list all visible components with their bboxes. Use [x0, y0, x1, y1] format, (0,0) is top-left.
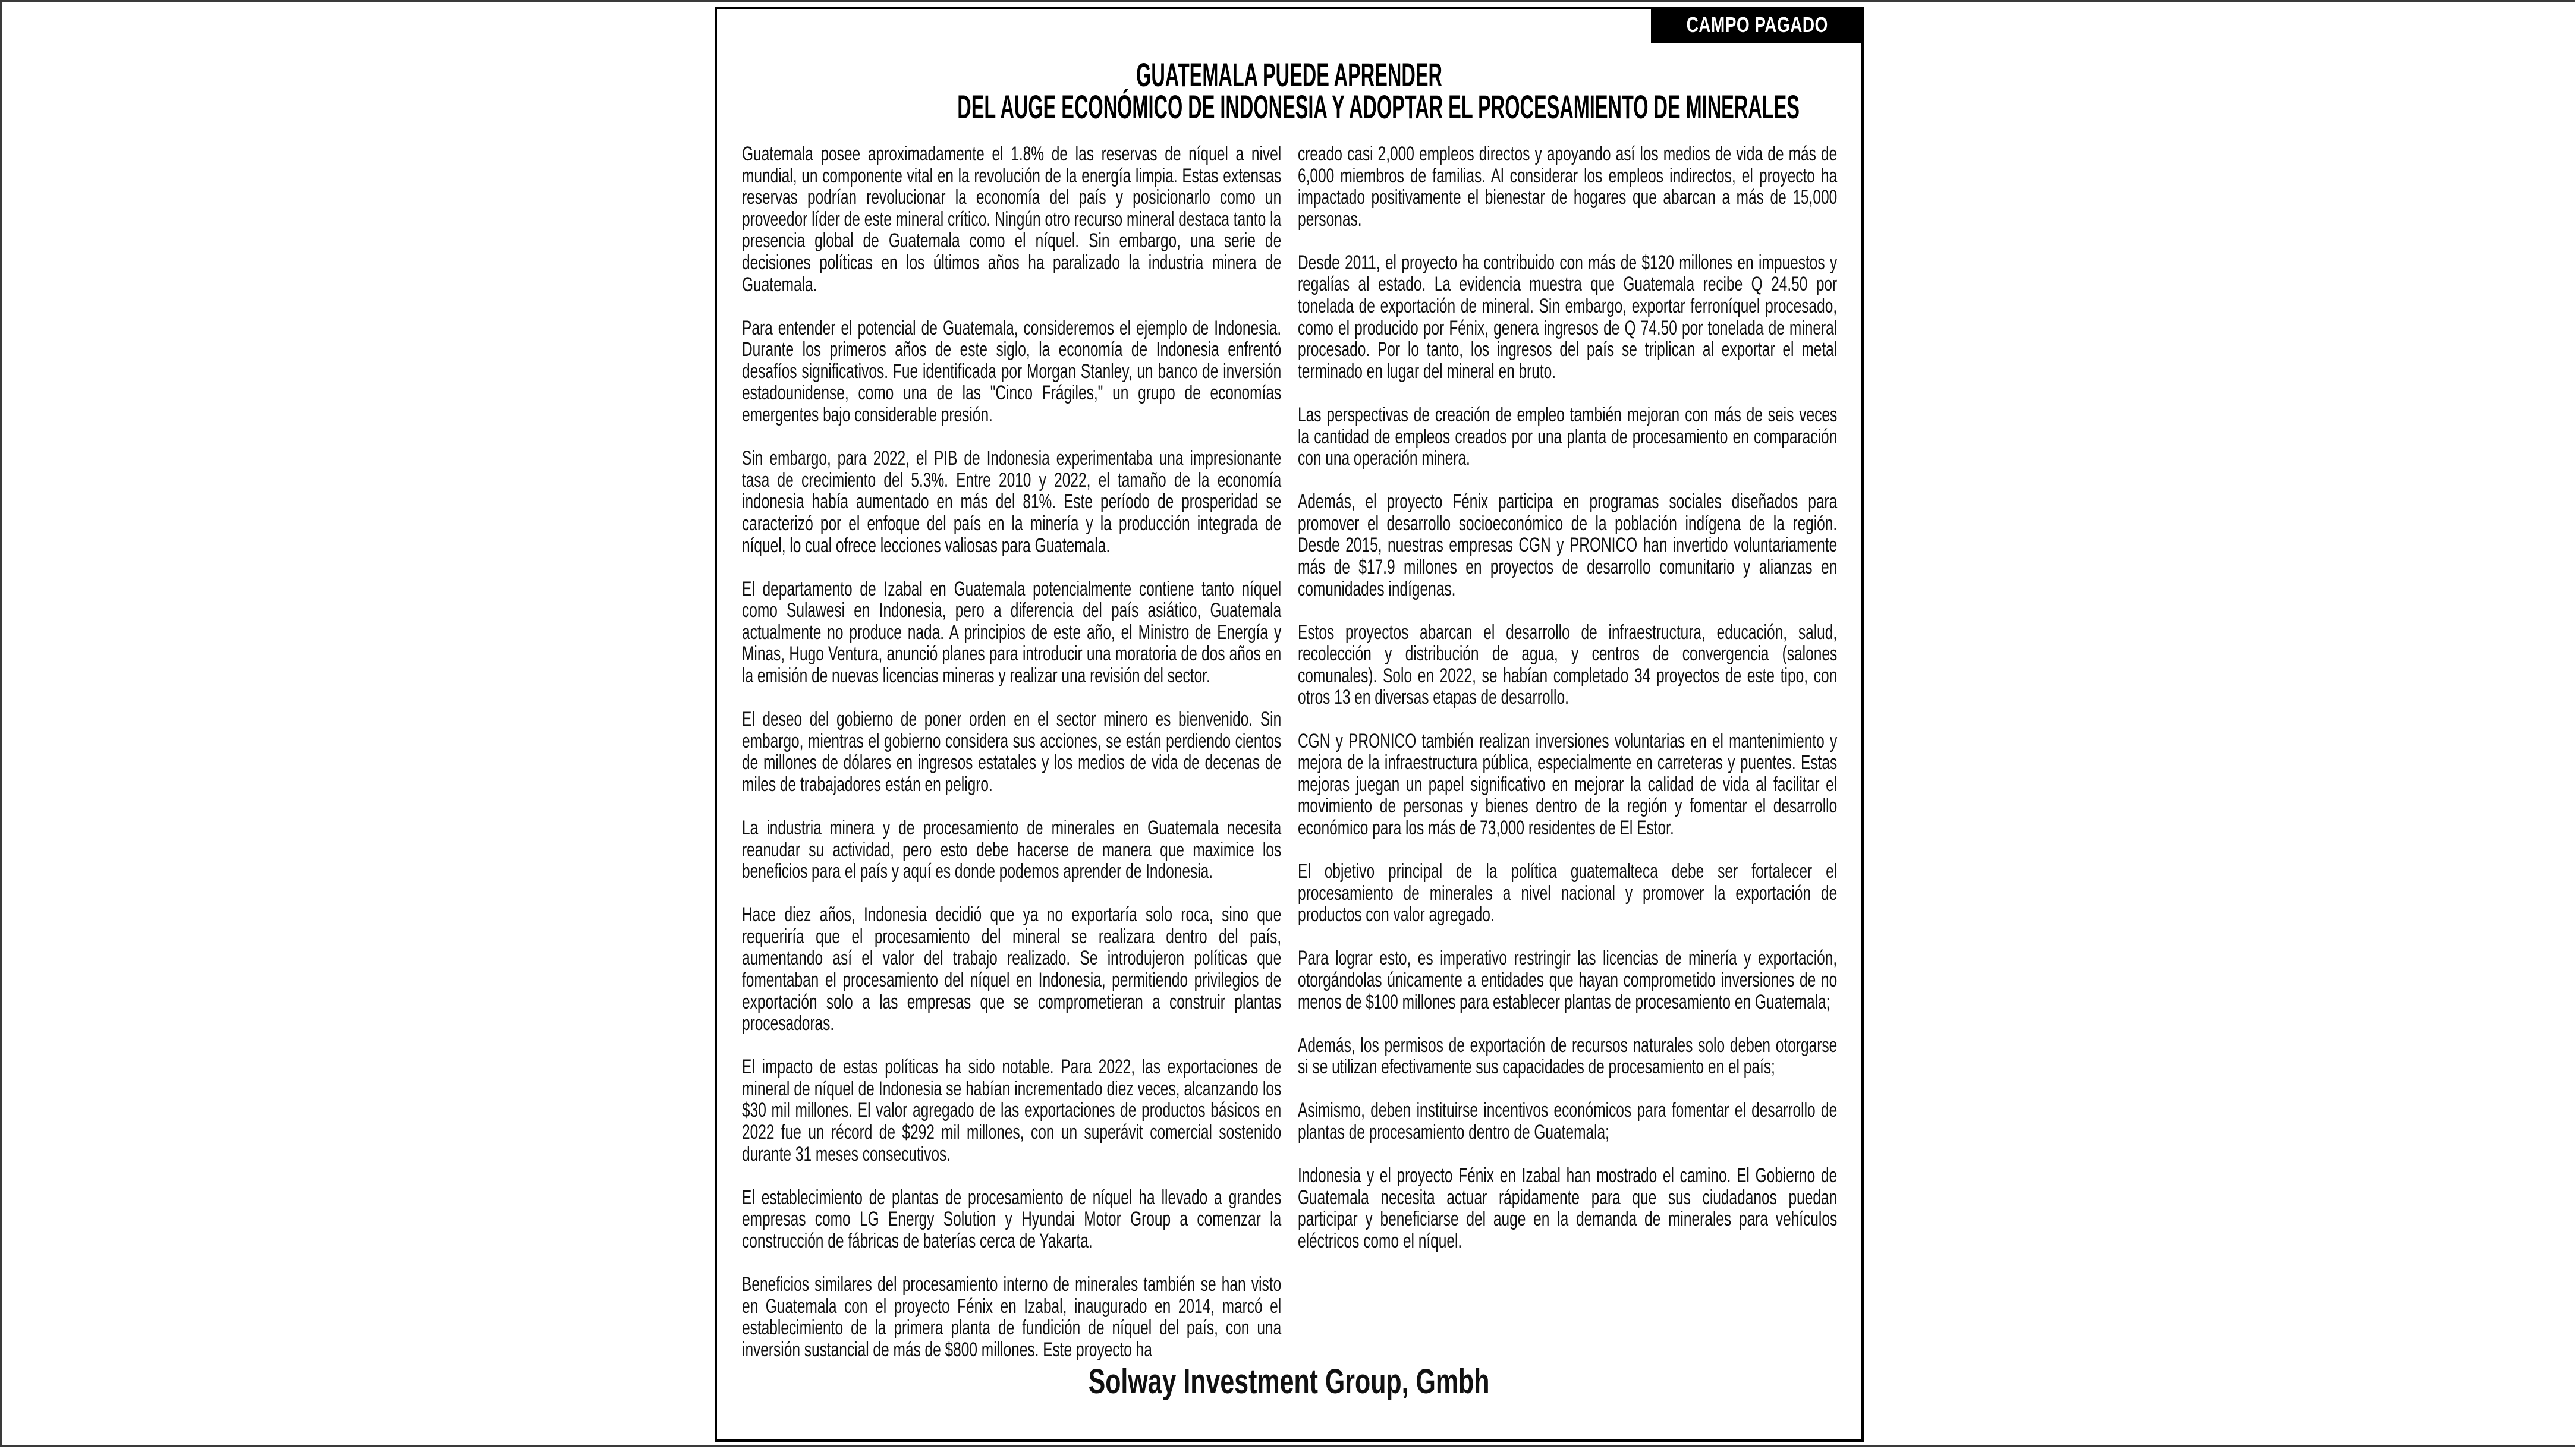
paid-advertisement: [715, 7, 1864, 1442]
headline: [717, 56, 1861, 125]
paragraph: Beneficios similares del procesamiento interno de minerales también se han visto en Guatemala con el proyecto Fénix en Izabal, inaugurado en 2014, marcó el establecimiento de la primera planta de fundición de níquel del país, con una inversión sustancial de más de $800 millones. Este proyecto ha: [742, 1273, 1282, 1361]
paragraph: Además, el proyecto Fénix participa en programas sociales diseñados para promover el desarrollo socioeconómico de la población indígena de la región. Desde 2015, nuestras empresas CGN y PRONICO han invertido voluntariamente más de $17.9 millones en proyectos de desarrollo comunitario y alianzas en comunidades indígenas.: [1298, 490, 1838, 600]
article-column-right: [1298, 143, 1837, 1252]
sponsor-name: Solway Investment Group, Gmbh: [1089, 1362, 1490, 1401]
headline-line-2: DEL AUGE ECONÓMICO DE INDONESIA Y ADOPTAR EL PROCESAMIENTO DE MINERALES: [957, 88, 1800, 125]
paragraph: Indonesia y el proyecto Fénix en Izabal han mostrado el camino. El Gobierno de Guatemala necesita actuar rápidamente para que sus ciudadanos puedan participar y beneficiarse del auge en la demanda de minerales para vehículos eléctricos como el níquel.: [1298, 1164, 1838, 1252]
paragraph: Las perspectivas de creación de empleo también mejoran con más de seis veces la cantidad de empleos creados por una planta de procesamiento en comparación con una operación minera.: [1298, 403, 1838, 470]
paragraph: Asimismo, deben instituirse incentivos económicos para fomentar el desarrollo de plantas de procesamiento dentro de Guatemala;: [1298, 1099, 1838, 1144]
campo-pagado-label: CAMPO PAGADO: [1686, 12, 1829, 37]
sponsor-signature: [717, 1362, 1861, 1401]
paragraph: El departamento de Izabal en Guatemala potencialmente contiene tanto níquel como Sulawesi en Indonesia, pero a diferencia del país asiático, Guatemala actualmente no produce nada. A principios de este año, el Ministro de Energía y Minas, Hugo Ventura, anunció planes para introducir una moratoria de dos años en la emisión de nuevas licencias mineras y realizar una revisión del sector.: [742, 577, 1282, 687]
paragraph: Estos proyectos abarcan el desarrollo de infraestructura, educación, salud, recolección y distribución de agua, y centros de convergencia (salones comunales). Solo en 2022, se habían completado 34 proyectos de este tipo, con otros 13 en diversas etapas de desarrollo.: [1298, 620, 1838, 709]
paragraph: CGN y PRONICO también realizan inversiones voluntarias en el mantenimiento y mejora de la infraestructura pública, especialmente en carreteras y puentes. Estas mejoras juegan un papel significativo en mejorar la calidad de vida al facilitar el movimiento de personas y bienes dentro de la región y fomentar el desarrollo económico para los más de 73,000 residentes de El Estor.: [1298, 729, 1838, 839]
paragraph: El establecimiento de plantas de procesamiento de níquel ha llevado a grandes empresas como LG Energy Solution y Hyundai Motor Group a comenzar la construcción de fábricas de baterías cerca de Yakarta.: [742, 1186, 1282, 1252]
campo-pagado-badge: [1651, 7, 1864, 43]
headline-line-1: GUATEMALA PUEDE APRENDER: [1136, 56, 1442, 93]
paragraph: creado casi 2,000 empleos directos y apoyando así los medios de vida de más de 6,000 miembros de familias. Al considerar los empleos indirectos, el proyecto ha impactado positivamente el bienestar de hogares que abarcan a más de 15,000 personas.: [1298, 143, 1838, 231]
article-column-left: [742, 143, 1281, 1360]
paragraph: Guatemala posee aproximadamente el 1.8% de las reservas de níquel a nivel mundial, un componente vital en la revolución de la energía limpia. Estas extensas reservas podrían revolucionar la economía del país y posicionarlo como un proveedor líder de este mineral crítico. Ningún otro recurso mineral destaca tanto la presencia global de Guatemala como el níquel. Sin embargo, una serie de decisiones políticas en los últimos años ha paralizado la industria minera de Guatemala.: [742, 143, 1282, 296]
paragraph: Hace diez años, Indonesia decidió que ya no exportaría solo roca, sino que requeriría que el procesamiento del mineral se realizara dentro del país, aumentando así el valor del trabajo realizado. Se introdujeron políticas que fomentaban el procesamiento del níquel en Indonesia, permitiendo privilegios de exportación solo a las empresas que se comprometieran a construir plantas procesadoras.: [742, 903, 1282, 1035]
paragraph: Para entender el potencial de Guatemala, consideremos el ejemplo de Indonesia. Durante los primeros años de este siglo, la economía de Indonesia enfrentó desafíos significativos. Fue identificada por Morgan Stanley, un banco de inversión estadounidense, como una de las "Cinco Frágiles," un grupo de economías emergentes bajo considerable presión.: [742, 316, 1282, 427]
paragraph: Desde 2011, el proyecto ha contribuido con más de $120 millones en impuestos y regalías al estado. La evidencia muestra que Guatemala recibe Q 24.50 por tonelada de exportación de mineral. Sin embargo, exportar ferroníquel procesado, como el producido por Fénix, genera ingresos de Q 74.50 por tonelada de mineral procesado. Por lo tanto, los ingresos del país se triplican al exportar el metal terminado en lugar del mineral en bruto.: [1298, 251, 1838, 383]
paragraph: El impacto de estas políticas ha sido notable. Para 2022, las exportaciones de mineral de níquel de Indonesia se habían incrementado diez veces, alcanzando los $30 mil millones. El valor agregado de las exportaciones de productos básicos en 2022 fue un récord de $292 mil millones, con un superávit comercial sostenido durante 31 meses consecutivos.: [742, 1056, 1282, 1166]
paragraph: Para lograr esto, es imperativo restringir las licencias de minería y exportación, otorgándolas únicamente a entidades que hayan comprometido inversiones de no menos de $100 millones para establecer plantas de procesamiento en Guatemala;: [1298, 947, 1838, 1013]
paragraph: Además, los permisos de exportación de recursos naturales solo deben otorgarse si se utilizan efectivamente sus capacidades de procesamiento en el país;: [1298, 1034, 1838, 1079]
paragraph: La industria minera y de procesamiento de minerales en Guatemala necesita reanudar su actividad, pero esto debe hacerse de manera que maximice los beneficios para el país y aquí es donde podemos aprender de Indonesia.: [742, 816, 1282, 883]
paragraph: Sin embargo, para 2022, el PIB de Indonesia experimentaba una impresionante tasa de crecimiento del 5.3%. Entre 2010 y 2022, el tamaño de la economía indonesia había aumentado en más del 81%. Este período de prosperidad se caracterizó por el enfoque del país en la minería y la producción integrada de níquel, lo cual ofrece lecciones valiosas para Guatemala.: [742, 447, 1282, 557]
paragraph: El deseo del gobierno de poner orden en el sector minero es bienvenido. Sin embargo, mientras el gobierno considera sus acciones, se están perdiendo cientos de millones de dólares en ingresos estatales y los medios de vida de decenas de miles de trabajadores están en peligro.: [742, 708, 1282, 796]
paragraph: El objetivo principal de la política guatemalteca debe ser fortalecer el procesamiento de minerales a nivel nacional y promover la exportación de productos con valor agregado.: [1298, 860, 1838, 927]
